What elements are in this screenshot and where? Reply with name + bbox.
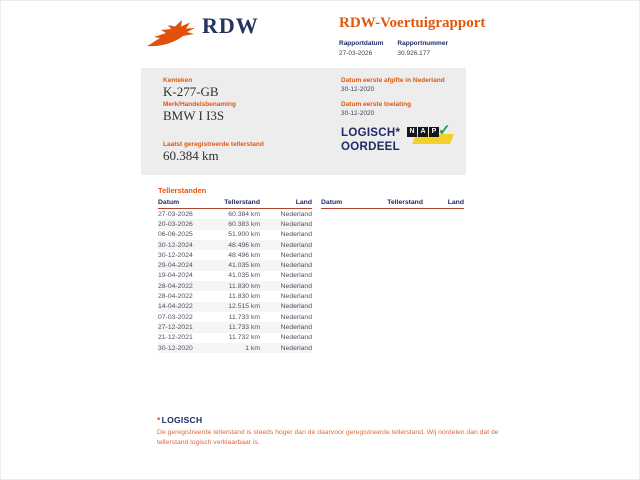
oordeel-line2: OORDEEL — [341, 141, 400, 153]
cell-land: Nederland — [280, 231, 312, 239]
cell-datum: 19-04-2024 — [158, 272, 193, 280]
column-header-tellerstand: Tellerstand — [387, 199, 423, 206]
cell-tellerstand: 41.035 km — [228, 272, 260, 280]
cell-datum: 28-04-2022 — [158, 282, 193, 290]
eerste-toelating-value: 30-12-2020 — [341, 110, 375, 117]
report-number-label: Rapportnummer — [397, 40, 448, 47]
cell-tellerstand: 11.732 km — [228, 334, 260, 342]
cell-datum: 27-12-2021 — [158, 323, 193, 331]
cell-land: Nederland — [280, 241, 312, 249]
cell-datum: 20-03-2026 — [158, 220, 193, 228]
report-date-label: Rapportdatum — [339, 40, 384, 47]
table-row — [158, 302, 312, 312]
cell-datum: 06-06-2025 — [158, 231, 193, 239]
footnote-marker: * — [157, 415, 161, 425]
kenteken-label: Kenteken — [163, 77, 193, 84]
table-row — [158, 230, 312, 240]
table-row — [158, 219, 312, 229]
cell-tellerstand: 48.496 km — [228, 241, 260, 249]
merk-value: BMW I I3S — [163, 108, 225, 123]
report-number-value: 30.926.177 — [397, 49, 430, 57]
brand-wordmark: RDW — [202, 13, 259, 38]
table-row — [158, 322, 312, 332]
cell-land: Nederland — [280, 344, 312, 352]
report-number — [397, 40, 448, 57]
cell-land: Nederland — [280, 313, 312, 321]
vehicle-summary-card — [141, 68, 466, 175]
cell-datum: 28-04-2022 — [158, 293, 193, 301]
cell-tellerstand: 51.900 km — [228, 231, 260, 239]
nap-logo — [407, 122, 459, 149]
cell-datum: 27-03-2026 — [158, 210, 193, 218]
table-row — [158, 209, 312, 219]
cell-datum: 14-04-2022 — [158, 303, 193, 311]
cell-land: Nederland — [280, 262, 312, 270]
cell-datum: 07-03-2022 — [158, 313, 193, 321]
table-row — [158, 250, 312, 260]
kenteken-value: K-277-GB — [163, 84, 219, 99]
laatste-tellerstand-label: Laatst geregistreerde tellerstand — [163, 141, 264, 148]
cell-tellerstand: 11.733 km — [228, 323, 260, 331]
eerste-afgifte-value: 30-12-2020 — [341, 86, 375, 93]
cell-tellerstand: 41.035 km — [228, 262, 260, 270]
table-row — [158, 333, 312, 343]
tellerstanden-table-left — [158, 197, 312, 353]
report-date — [339, 40, 383, 57]
table-row — [158, 291, 312, 301]
cell-tellerstand: 60.383 km — [228, 220, 260, 228]
table-row — [158, 343, 312, 353]
column-header-land: Land — [295, 199, 312, 206]
cell-datum: 21-12-2021 — [158, 334, 193, 342]
cell-datum: 30-12-2024 — [158, 251, 193, 259]
report-date-value: 27-03-2026 — [339, 49, 373, 57]
check-icon: ✓ — [438, 122, 451, 139]
rdw-bird-logo-icon — [145, 18, 197, 51]
cell-tellerstand: 1 km — [245, 344, 260, 352]
table-row — [158, 240, 312, 250]
table-header-row — [158, 197, 312, 209]
cell-datum: 29-04-2024 — [158, 262, 193, 270]
cell-datum: 30-12-2020 — [158, 344, 193, 352]
tellerstanden-section-title: Tellerstanden — [158, 186, 207, 195]
cell-land: Nederland — [280, 272, 312, 280]
cell-tellerstand: 11.830 km — [228, 293, 260, 301]
table-header-row — [321, 197, 464, 209]
table-row — [158, 260, 312, 270]
cell-land: Nederland — [280, 293, 312, 301]
nap-letter-p: P — [429, 127, 439, 137]
cell-tellerstand: 60.384 km — [228, 210, 260, 218]
cell-land: Nederland — [280, 282, 312, 290]
report-meta — [339, 40, 448, 57]
oordeel-line1: LOGISCH* — [341, 127, 401, 139]
cell-tellerstand: 11.830 km — [228, 282, 260, 290]
merk-label: Merk/Handelsbenaming — [163, 101, 236, 108]
table-row — [158, 312, 312, 322]
footnote-text: De geregistreerde tellerstand is steeds hoger dan de daarvoor geregistreerde tellerstand. Wij oordelen dan dat de tellerstand logisch verklaarbaar is. — [157, 429, 499, 446]
cell-tellerstand: 12.515 km — [228, 303, 260, 311]
cell-land: Nederland — [280, 220, 312, 228]
eerste-afgifte-label: Datum eerste afgifte in Nederland — [341, 77, 445, 84]
page-title: RDW-Voertuigrapport — [339, 15, 486, 31]
cell-tellerstand: 11.733 km — [228, 313, 260, 321]
cell-tellerstand: 48.496 km — [228, 251, 260, 259]
cell-land: Nederland — [280, 210, 312, 218]
cell-land: Nederland — [280, 303, 312, 311]
laatste-tellerstand-value: 60.384 km — [163, 148, 219, 163]
table-row — [158, 281, 312, 291]
column-header-datum: Datum — [158, 199, 180, 206]
column-header-land: Land — [447, 199, 464, 206]
cell-datum: 30-12-2024 — [158, 241, 193, 249]
cell-land: Nederland — [280, 334, 312, 342]
footnote-title-text: LOGISCH — [161, 415, 203, 425]
footnote-title — [157, 415, 202, 425]
eerste-toelating-label: Datum eerste toelating — [341, 101, 412, 108]
nap-letter-n: N — [407, 127, 417, 137]
cell-land: Nederland — [280, 251, 312, 259]
tellerstanden-table-right — [321, 197, 464, 209]
table-row — [158, 271, 312, 281]
column-header-datum: Datum — [321, 199, 343, 206]
oordeel-badge — [341, 126, 400, 154]
cell-land: Nederland — [280, 323, 312, 331]
nap-letter-a: A — [418, 127, 428, 137]
column-header-tellerstand: Tellerstand — [224, 199, 260, 206]
